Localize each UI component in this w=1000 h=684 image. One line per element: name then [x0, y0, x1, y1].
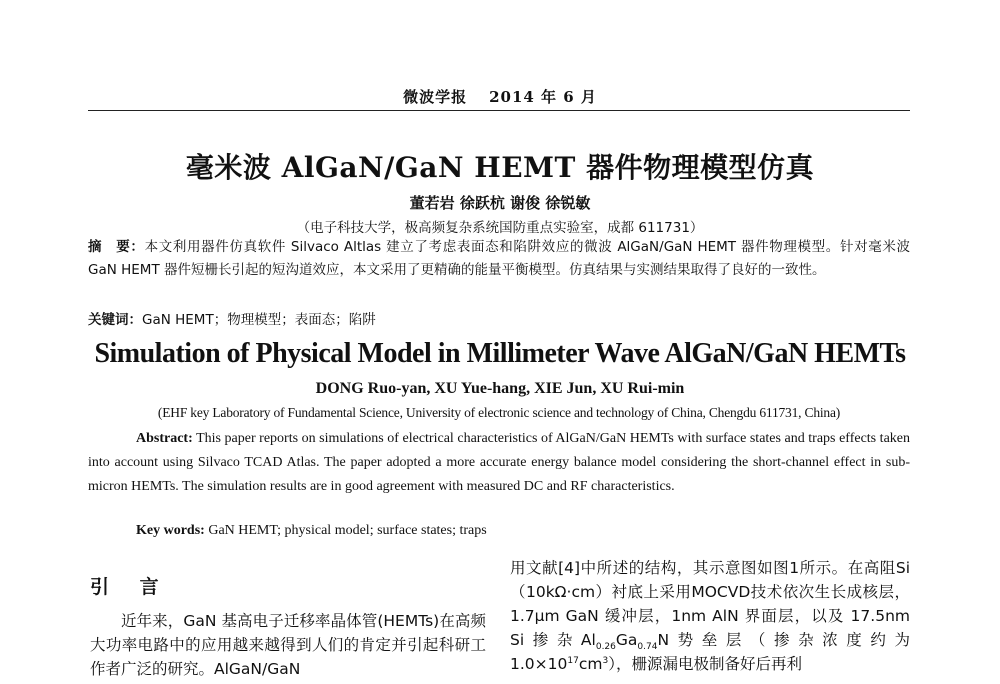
al-fraction: 0.26: [595, 642, 616, 653]
cn-abstract-text: 本文利用器件仿真软件 Silvaco Altlas 建立了考虑表面态和陷阱效应的微波 AlGaN/GaN HEMT 器件物理模型。针对毫米波 GaN HEMT 器件短栅长引起的短沟道效应，本文采用了更精确的能量平衡模型。仿真结果与实测结果取得了良好的一致性。: [88, 239, 911, 278]
en-abstract: [88, 427, 910, 499]
cn-authors: 董若岩 徐跃杭 谢俊 徐锐敏: [409, 194, 591, 212]
cn-keywords-text: GaN HEMT；物理模型；表面态；陷阱: [142, 312, 376, 328]
body-right-text-4: cm: [578, 655, 603, 673]
body-right-text-3: N势垒层（掺杂浓度约为1.0×10: [510, 631, 910, 673]
en-abstract-text: This paper reports on simulations of electrical characteristics of AlGaN/GaN HEMTs with surface states and traps effects taken into account using Silvaco TCAD Atlas. The paper adopted a more accurate energy balance model considering the short-channel effect in sub-micron HEMTs. The simulation results are in good agreement with measured DC and RF characteristics.: [88, 431, 910, 494]
body-right-text-5: ），栅源漏电极制备好后再利: [608, 655, 802, 673]
cn-keywords-label: 关键词：: [88, 312, 142, 328]
en-keywords-text: GaN HEMT; physical model; surface states; traps: [208, 523, 487, 538]
body-right-text-2: Ga: [615, 631, 638, 649]
en-title: Simulation of Physical Model in Millimeter Wave AlGaN/GaN HEMTs: [94, 338, 906, 369]
body-right-column: [510, 556, 910, 676]
journal-date: 2014 年 6 月: [489, 88, 597, 106]
cn-title: 毫米波 AlGaN/GaN HEMT 器件物理模型仿真: [185, 151, 815, 184]
header-rule: [88, 110, 910, 111]
cn-abstract-label: 摘 要：: [88, 239, 145, 255]
section-heading: 引 言: [90, 576, 171, 598]
cn-abstract: [88, 236, 910, 282]
body-left-column: 近年来，GaN 基高电子迁移率晶体管(HEMTs)在高频大功率电路中的应用越来越得到人们的肯定并引起科研工作者广泛的研究。AlGaN/GaN: [90, 612, 486, 678]
journal-name: 微波学报: [403, 88, 468, 106]
doping-exponent: 17: [567, 655, 579, 666]
en-keywords-label: Key words:: [136, 523, 205, 538]
unit-exponent: 3: [602, 655, 609, 666]
ga-fraction: 0.74: [637, 642, 658, 653]
cn-affiliation: （电子科技大学，极高频复杂系统国防重点实验室，成都 611731）: [296, 220, 704, 236]
en-abstract-label: Abstract:: [136, 431, 193, 446]
journal-header: [0, 86, 1000, 107]
cn-keywords: [88, 308, 910, 328]
en-affiliation: (EHF key Laboratory of Fundamental Science, University of electronic science and technology of China, Chengdu 611731, China): [157, 405, 841, 420]
body-right-text-1: 用文献[4]中所述的结构，其示意图如图1所示。在高阻Si（10kΩ·cm）衬底上采用MOCVD技术依次生长成核层，1.7μm GaN 缓冲层，1nm AlN 界面层，以及 17.5nm Si掺杂Al: [510, 559, 910, 649]
en-authors: DONG Ruo-yan, XU Yue-hang, XIE Jun, XU Rui-min: [315, 380, 685, 397]
en-keywords: [136, 523, 896, 539]
